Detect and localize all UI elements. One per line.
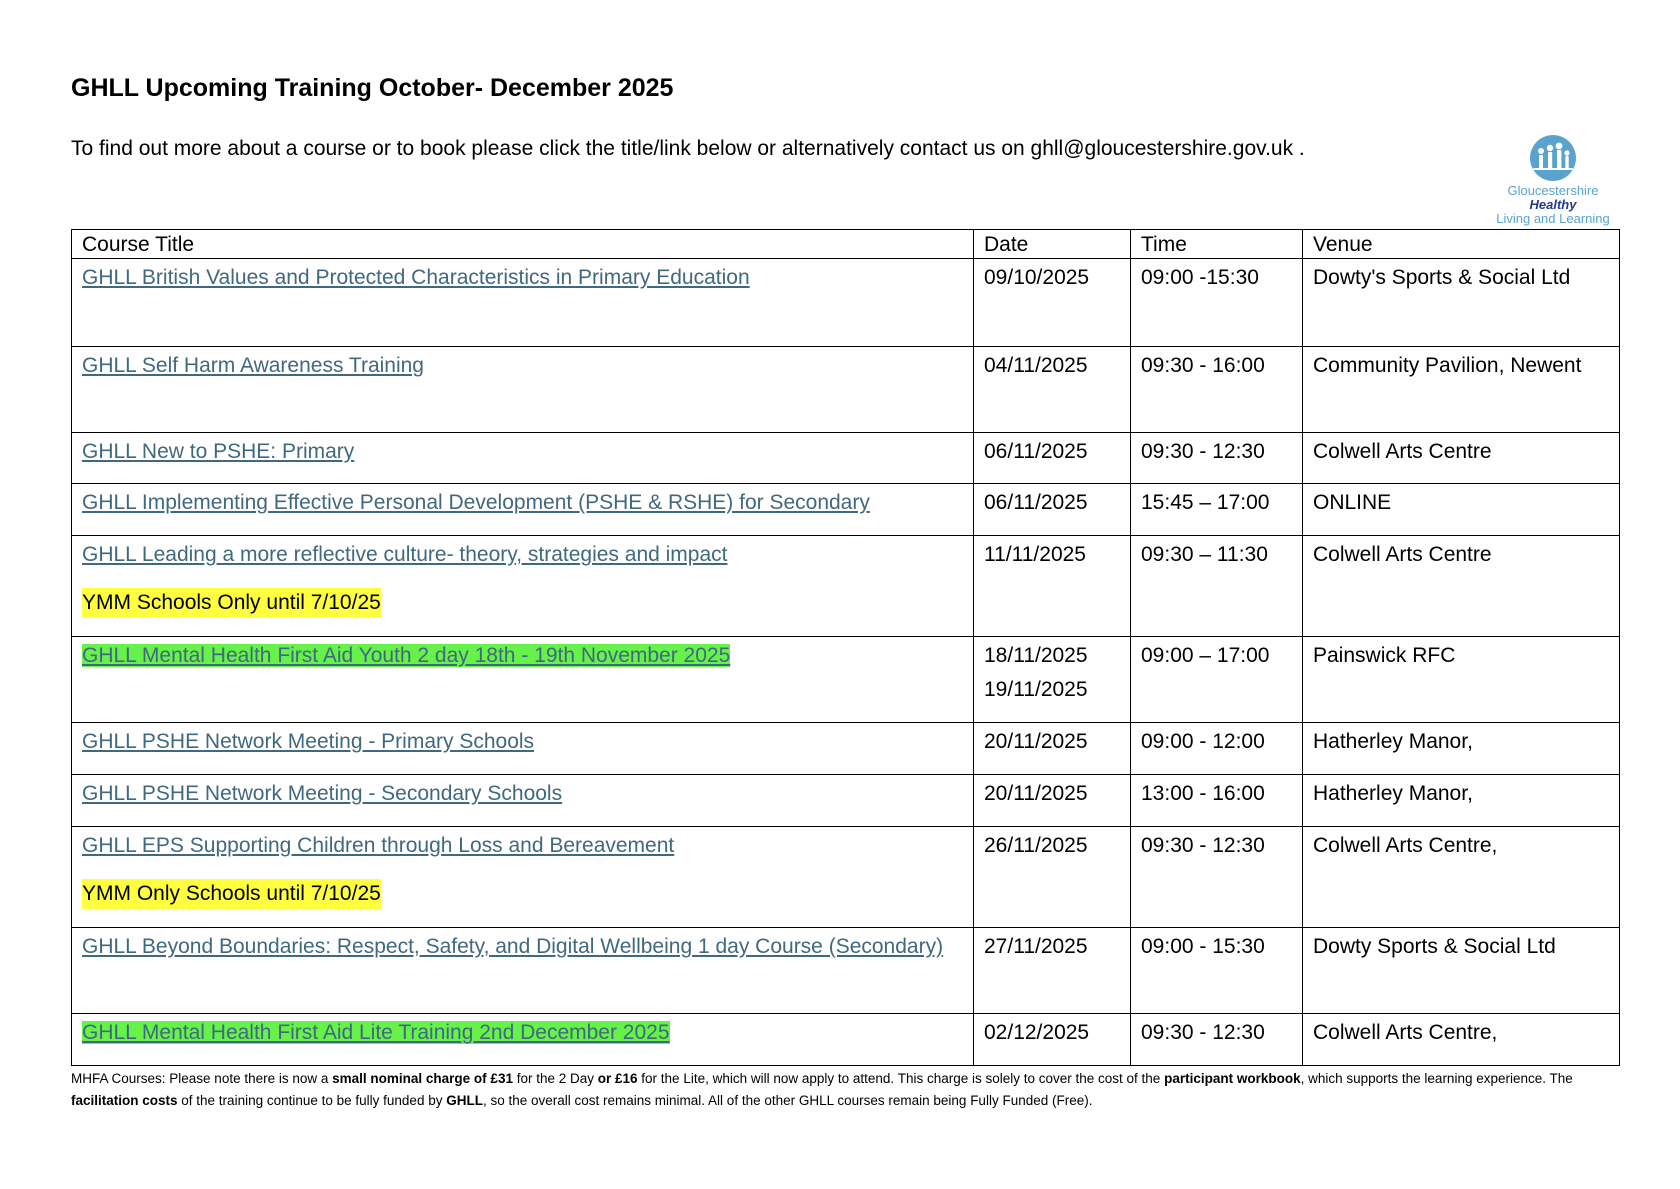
venue-cell: Colwell Arts Centre <box>1303 433 1620 484</box>
time-cell: 09:00 -15:30 <box>1131 259 1303 347</box>
ymm-only-note: YMM Only Schools until 7/10/25 <box>82 879 381 909</box>
venue-cell: Dowty Sports & Social Ltd <box>1303 928 1620 1014</box>
header-venue: Venue <box>1303 230 1620 259</box>
venue-cell: Hatherley Manor, <box>1303 775 1620 827</box>
course-cell <box>72 347 974 433</box>
course-cell <box>72 827 974 928</box>
venue-cell: Hatherley Manor, <box>1303 723 1620 775</box>
footnote-bold: or £16 <box>597 1071 638 1086</box>
footnote-text: of the training continue to be fully funded by <box>177 1093 447 1108</box>
table-row <box>72 484 1620 536</box>
course-link[interactable]: GHLL Beyond Boundaries: Respect, Safety, and Digital Wellbeing 1 day Course (Secondary) <box>82 935 944 958</box>
table-row <box>72 723 1620 775</box>
date-cell: 06/11/2025 <box>974 484 1131 536</box>
course-cell <box>72 259 974 347</box>
time-cell: 09:00 - 15:30 <box>1131 928 1303 1014</box>
course-cell <box>72 928 974 1014</box>
page-title: GHLL Upcoming Training October- December 2025 <box>71 74 674 102</box>
footnote-bold: participant workbook <box>1164 1071 1301 1086</box>
venue-cell: Painswick RFC <box>1303 637 1620 723</box>
venue-cell: ONLINE <box>1303 484 1620 536</box>
table-row <box>72 827 1620 928</box>
date-cell: 20/11/2025 <box>974 775 1131 827</box>
ghll-logo <box>1482 134 1624 226</box>
venue-cell: Colwell Arts Centre, <box>1303 1014 1620 1066</box>
course-cell <box>72 723 974 775</box>
date-day-1: 18/11/2025 <box>984 644 1088 667</box>
venue-cell: Community Pavilion, Newent <box>1303 347 1620 433</box>
course-link[interactable]: GHLL Mental Health First Aid Youth 2 day 18th - 19th November 2025 <box>82 644 731 667</box>
course-link[interactable]: GHLL PSHE Network Meeting - Primary Schools <box>82 730 535 753</box>
course-cell <box>72 637 974 723</box>
table-header-row <box>72 230 1620 259</box>
time-cell: 15:45 – 17:00 <box>1131 484 1303 536</box>
date-cell <box>974 637 1131 723</box>
course-link[interactable]: GHLL Self Harm Awareness Training <box>82 354 424 377</box>
time-cell: 09:30 - 12:30 <box>1131 1014 1303 1066</box>
footnote-bold: facilitation costs <box>71 1093 178 1108</box>
time-cell: 09:00 - 12:00 <box>1131 723 1303 775</box>
venue-cell: Colwell Arts Centre <box>1303 536 1620 637</box>
date-cell: 09/10/2025 <box>974 259 1131 347</box>
date-cell: 11/11/2025 <box>974 536 1131 637</box>
course-cell <box>72 536 974 637</box>
date-cell: 26/11/2025 <box>974 827 1131 928</box>
course-cell <box>72 484 974 536</box>
date-cell: 20/11/2025 <box>974 723 1131 775</box>
venue-cell: Colwell Arts Centre, <box>1303 827 1620 928</box>
header-time: Time <box>1131 230 1303 259</box>
footnote-text: , so the overall cost remains minimal. All of the other GHLL courses remain being Fully Funded (Free). <box>482 1093 1093 1108</box>
table-row <box>72 536 1620 637</box>
mhfa-footnote <box>71 1068 1631 1112</box>
table-row <box>72 775 1620 827</box>
header-course-title: Course Title <box>72 230 974 259</box>
course-link[interactable]: GHLL New to PSHE: Primary <box>82 440 355 463</box>
date-day-2: 19/11/2025 <box>984 678 1088 701</box>
footnote-text: for the Lite, which will now apply to attend. This charge is solely to cover the cost of the <box>637 1071 1165 1086</box>
logo-line-2: Healthy <box>1529 197 1577 212</box>
date-cell: 04/11/2025 <box>974 347 1131 433</box>
intro-text: To find out more about a course or to book please click the title/link below or alternatively contact us on ghll@gloucestershire.gov.uk . <box>71 137 1305 160</box>
footnote-text: , which supports the learning experience. The <box>1300 1071 1573 1086</box>
course-link[interactable]: GHLL British Values and Protected Characteristics in Primary Education <box>82 266 750 289</box>
table-row <box>72 259 1620 347</box>
family-logo-icon <box>1523 134 1583 182</box>
time-cell: 09:30 - 12:30 <box>1131 827 1303 928</box>
date-cell: 02/12/2025 <box>974 1014 1131 1066</box>
time-cell: 13:00 - 16:00 <box>1131 775 1303 827</box>
header-date: Date <box>974 230 1131 259</box>
time-cell: 09:30 - 12:30 <box>1131 433 1303 484</box>
course-link[interactable]: GHLL EPS Supporting Children through Loss and Bereavement <box>82 834 675 857</box>
courses-table <box>71 229 1620 1066</box>
time-cell: 09:30 - 16:00 <box>1131 347 1303 433</box>
course-cell <box>72 775 974 827</box>
course-cell <box>72 433 974 484</box>
course-link[interactable]: GHLL PSHE Network Meeting - Secondary Schools <box>82 782 563 805</box>
table-row <box>72 928 1620 1014</box>
course-cell <box>72 1014 974 1066</box>
course-link[interactable]: GHLL Mental Health First Aid Lite Training 2nd December 2025 <box>82 1021 670 1044</box>
time-cell: 09:30 – 11:30 <box>1131 536 1303 637</box>
date-cell: 06/11/2025 <box>974 433 1131 484</box>
logo-line-3: Living and Learning <box>1496 211 1610 226</box>
footnote-text: for the 2 Day <box>512 1071 598 1086</box>
venue-cell: Dowty's Sports & Social Ltd <box>1303 259 1620 347</box>
ymm-only-note: YMM Schools Only until 7/10/25 <box>82 588 381 618</box>
table-row <box>72 637 1620 723</box>
date-cell: 27/11/2025 <box>974 928 1131 1014</box>
table-row <box>72 347 1620 433</box>
course-link[interactable]: GHLL Leading a more reflective culture- theory, strategies and impact <box>82 543 728 566</box>
table-row <box>72 1014 1620 1066</box>
logo-line-1: Gloucestershire <box>1507 183 1599 198</box>
footnote-bold: small nominal charge of £31 <box>332 1071 513 1086</box>
course-link[interactable]: GHLL Implementing Effective Personal Development (PSHE & RSHE) for Secondary <box>82 491 870 514</box>
footnote-bold: GHLL <box>446 1093 483 1108</box>
table-row <box>72 433 1620 484</box>
footnote-text: MHFA Courses: Please note there is now a <box>71 1071 333 1086</box>
time-cell: 09:00 – 17:00 <box>1131 637 1303 723</box>
